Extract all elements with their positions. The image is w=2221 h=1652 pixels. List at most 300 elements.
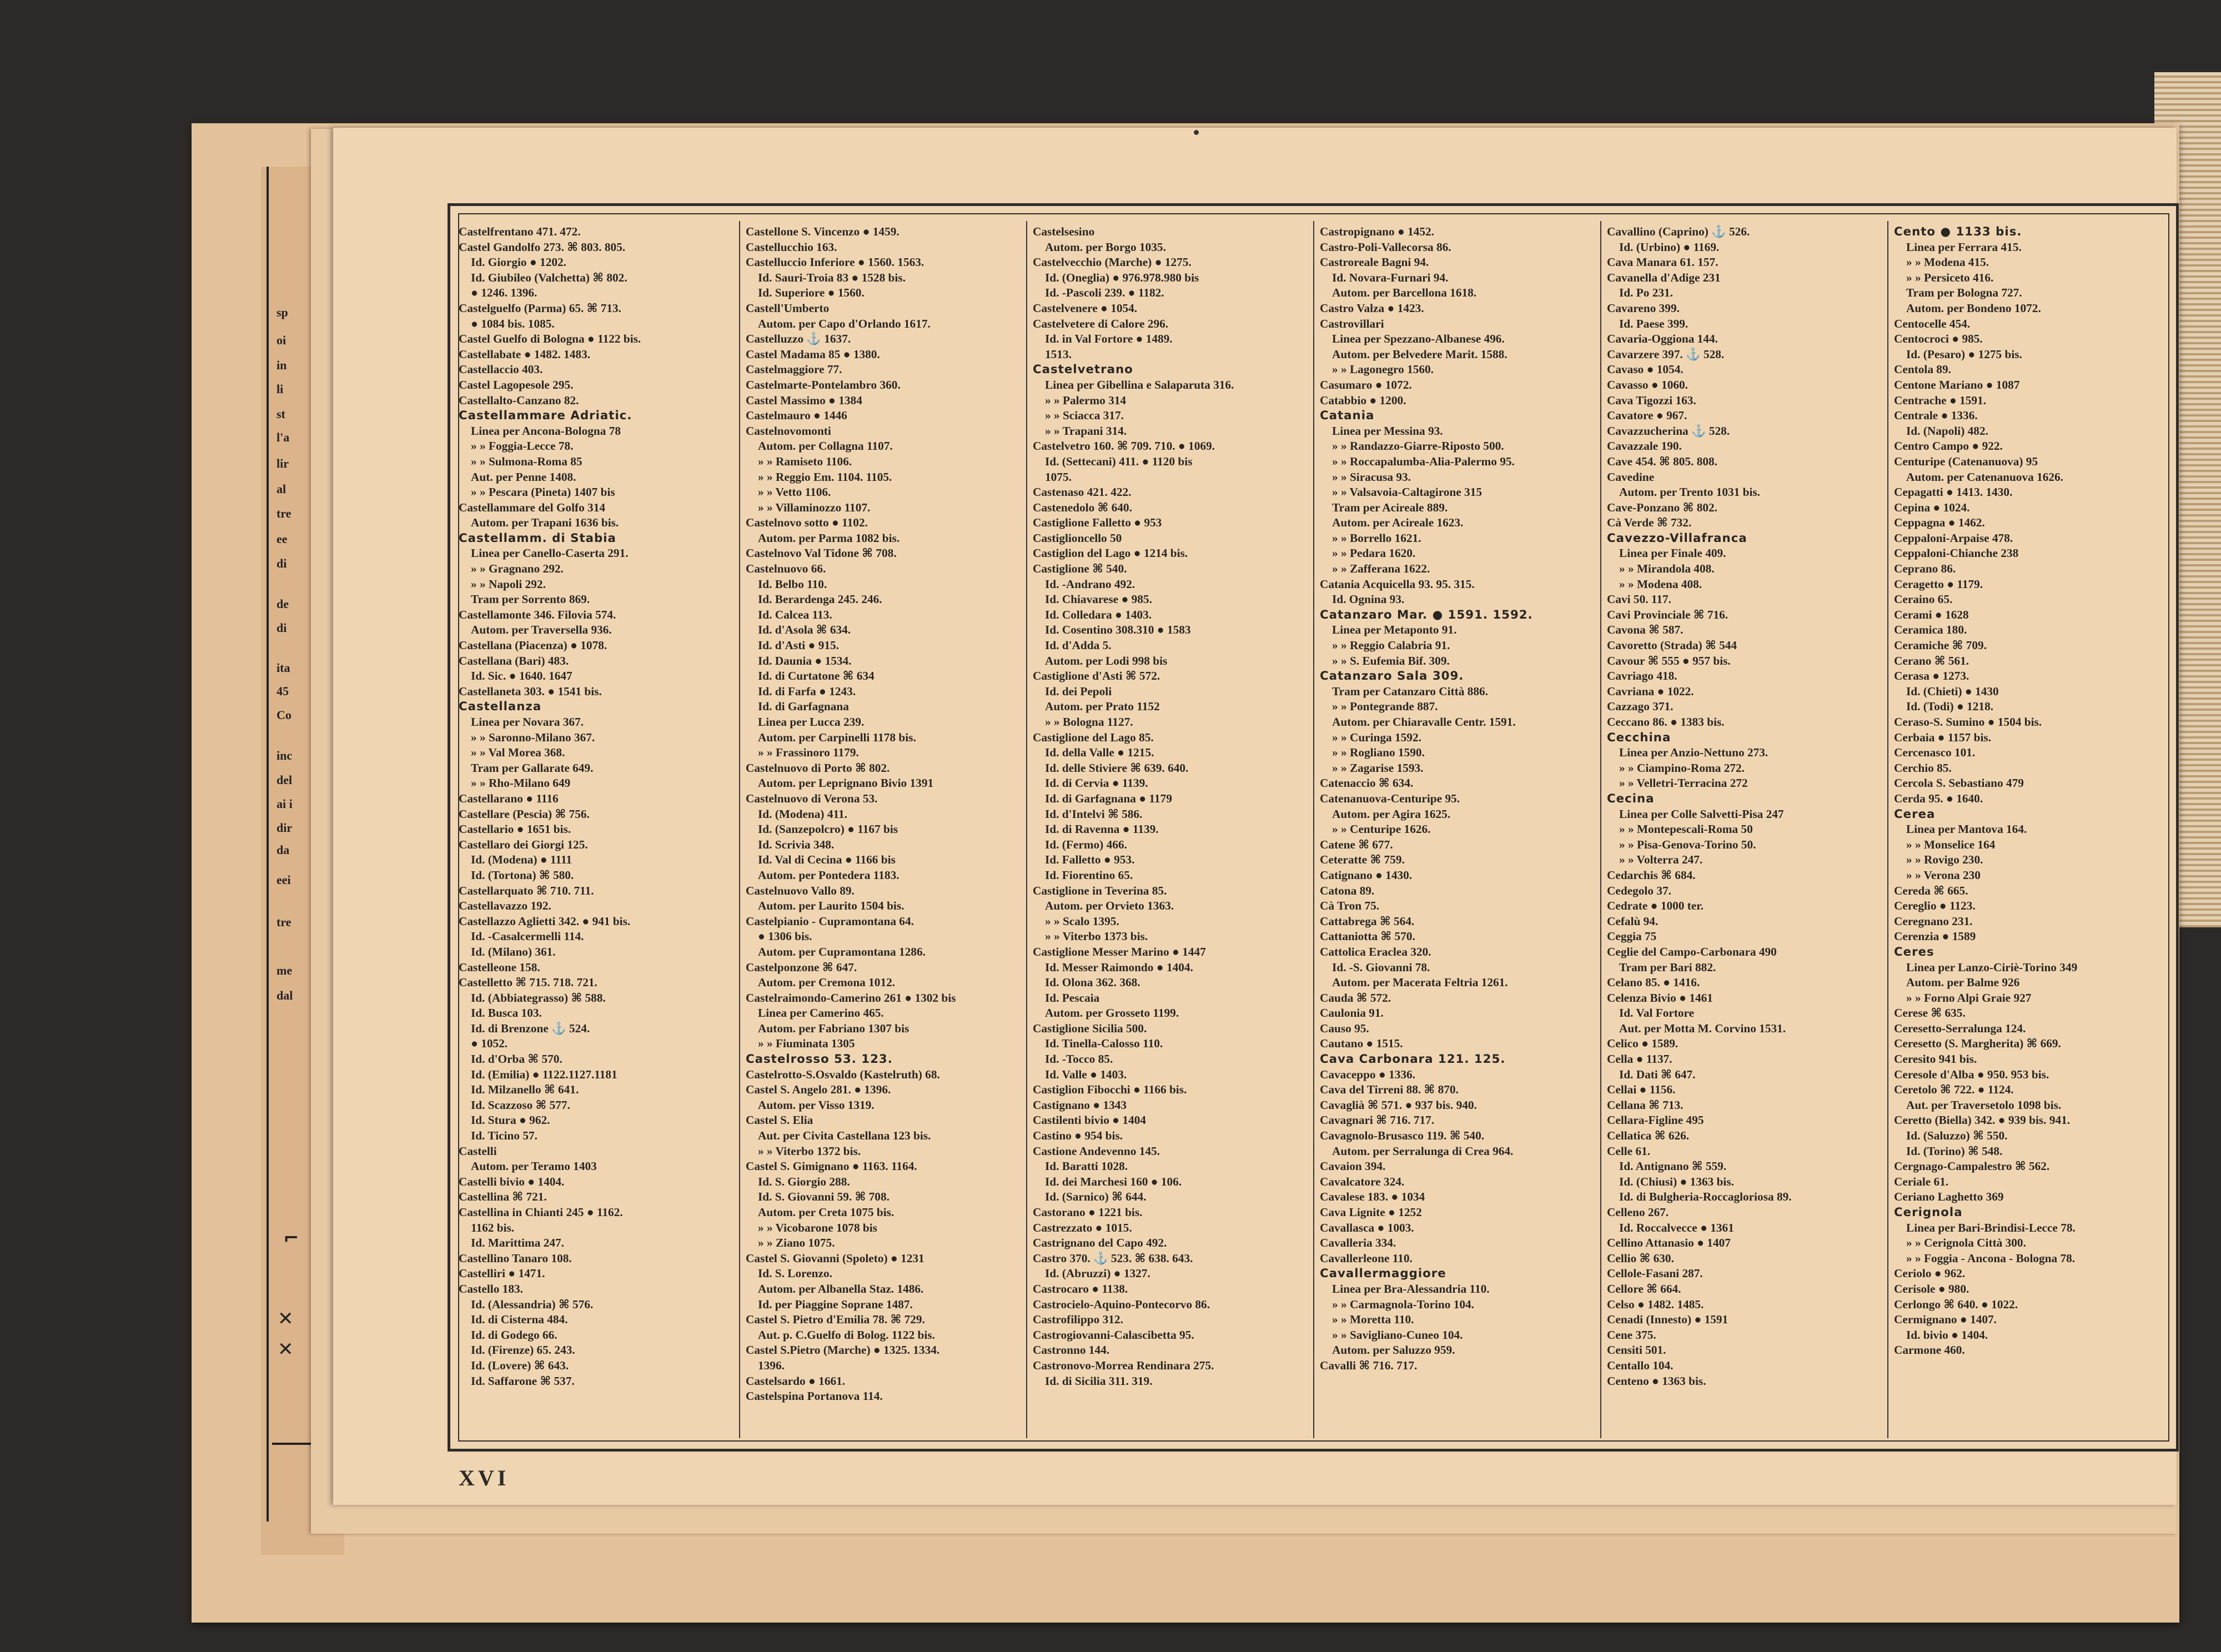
index-entry: Cerenzia ● 1589 — [1894, 930, 1976, 943]
index-entry: Castelnuovo di Verona 53. — [746, 791, 878, 805]
index-entry: Cavriana ● 1022. — [1607, 684, 1694, 698]
previous-page-fragment: tre — [277, 506, 292, 520]
index-entry: Castronovo-Morrea Rendinara 275. — [1033, 1358, 1214, 1372]
index-entry: Castiglioncello 50 — [1033, 531, 1122, 545]
index-entry: Id. (Settecani) 411. ● 1120 bis — [1045, 454, 1193, 468]
index-entry: Id. (Alessandria) ⌘ 576. — [471, 1297, 594, 1311]
index-heading: Cavezzo-Villafranca — [1607, 531, 1747, 545]
index-entry: Castellavazzo 192. — [459, 899, 551, 913]
index-entry: Castronno 144. — [1033, 1343, 1110, 1357]
index-entry: Id. Dati ⌘ 647. — [1619, 1067, 1696, 1081]
index-entry: Autom. per Agira 1625. — [1332, 807, 1451, 821]
index-entry: Linea per Finale 409. — [1619, 546, 1726, 560]
index-entry: Castiglione Sicilia 500. — [1033, 1021, 1147, 1035]
index-heading: Castellammare Adriatic. — [459, 409, 632, 423]
index-entry: Cerchio 85. — [1894, 761, 1952, 775]
index-entry: Cerda 95. ● 1640. — [1894, 791, 1983, 805]
index-entry: » » Carmagnola-Torino 104. — [1332, 1297, 1474, 1311]
previous-page-rule — [267, 167, 269, 1522]
index-entry: Id. della Valle ● 1215. — [1045, 746, 1154, 760]
index-entry: Castiglion del Lago ● 1214 bis. — [1033, 546, 1188, 560]
index-entry: Id. (Chieti) ● 1430 — [1906, 684, 1999, 698]
index-heading: Cava Carbonara 121. 125. — [1320, 1052, 1506, 1067]
index-entry: Autom. per Catenanuova 1626. — [1906, 470, 2063, 484]
index-entry: Autom. per Serralunga di Crea 964. — [1332, 1144, 1514, 1158]
previous-page-fragment: ee — [277, 532, 288, 546]
index-entry: Causo 95. — [1320, 1021, 1369, 1035]
index-entry: Autom. per Carpinelli 1178 bis. — [758, 730, 916, 744]
index-entry: Ceppagna ● 1462. — [1894, 516, 1985, 530]
index-entry: Id. Roccalvecce ● 1361 — [1619, 1221, 1734, 1234]
index-entry: Id. (Abbiategrasso) ⌘ 588. — [471, 991, 606, 1005]
previous-page-fragment: inc — [277, 749, 293, 762]
index-entry: Ceriale 61. — [1894, 1174, 1949, 1188]
previous-page-fragment: lir — [277, 456, 289, 470]
index-entry: Castelli bivio ● 1404. — [459, 1174, 565, 1188]
index-entry: Castellana (Piacenza) ● 1078. — [459, 639, 607, 652]
index-entry: Id. Ognina 93. — [1332, 592, 1405, 606]
index-entry: » » Trapani 314. — [1045, 424, 1127, 438]
index-entry: 1513. — [1045, 347, 1072, 361]
index-entry: Castelnovo Val Tidone ⌘ 708. — [746, 546, 897, 560]
index-entry: Centeno ● 1363 bis. — [1607, 1374, 1706, 1388]
index-entry: Cella ● 1137. — [1607, 1052, 1672, 1066]
index-entry: Castel S. Elia — [746, 1113, 813, 1127]
index-entry: Castiglione del Lago 85. — [1033, 730, 1154, 744]
index-entry: Id. (Chiusi) ● 1363 bis. — [1619, 1174, 1734, 1188]
index-entry: Linea per Colle Salvetti-Pisa 247 — [1619, 807, 1784, 821]
index-entry: » » Siracusa 93. — [1332, 470, 1411, 484]
previous-page-fragment: del — [277, 773, 293, 787]
index-entry: » » Zagarise 1593. — [1332, 761, 1424, 775]
index-entry: Aut. per Motta M. Corvino 1531. — [1619, 1021, 1786, 1035]
index-entry: Castellazzo Aglietti 342. ● 941 bis. — [459, 914, 631, 928]
index-entry: Cavagnari ⌘ 716. 717. — [1320, 1113, 1435, 1127]
index-entry: » » Savigliano-Cuneo 104. — [1332, 1328, 1463, 1342]
index-entry: Id. Tinella-Calosso 110. — [1045, 1037, 1163, 1051]
index-entry: Castropignano ● 1452. — [1320, 225, 1434, 238]
index-entry: » » Velletri-Terracina 272 — [1619, 776, 1748, 790]
index-entry: Castenaso 421. 422. — [1033, 485, 1132, 499]
index-entry: Castelspina Portanova 114. — [746, 1389, 883, 1403]
page-number: XVI — [459, 1465, 510, 1490]
index-entry: Cave 454. ⌘ 805. 808. — [1607, 454, 1717, 468]
index-heading: Castellamm. di Stabia — [459, 531, 616, 545]
index-entry: » » Val Morea 368. — [471, 746, 565, 760]
index-entry: Cava del Tirreni 88. ⌘ 870. — [1320, 1083, 1459, 1097]
index-entry: Autom. per Collagna 1107. — [758, 439, 893, 453]
index-entry: Ceretto (Biella) 342. ● 939 bis. 941. — [1894, 1113, 2071, 1127]
index-entry: Id. Val Fortore — [1619, 1006, 1695, 1020]
index-entry: Castelrotto-S.Osvaldo (Kastelruth) 68. — [746, 1067, 940, 1081]
previous-page-fragment: di — [277, 621, 287, 635]
index-column-6 — [1894, 224, 2172, 1440]
index-entry: Castelmaggiore 77. — [746, 363, 842, 376]
index-entry: Id. (Todi) ● 1218. — [1906, 700, 1994, 714]
index-entry: Cellino Attanasio ● 1407 — [1607, 1236, 1731, 1250]
index-entry: Castelfrentano 471. 472. — [459, 225, 581, 238]
index-entry: Autom. per Saluzzo 959. — [1332, 1343, 1455, 1357]
index-entry: Id. (Lovere) ⌘ 643. — [471, 1358, 569, 1372]
column-separator — [1313, 221, 1314, 1438]
index-entry: Castignano ● 1343 — [1033, 1098, 1127, 1112]
index-entry: Id. (Oneglia) ● 976.978.980 bis — [1045, 270, 1199, 284]
index-entry: Ceresole d'Alba ● 950. 953 bis. — [1894, 1067, 2049, 1081]
column-separator — [1026, 221, 1027, 1438]
index-entry: Cava Manara 61. 157. — [1607, 255, 1718, 269]
index-entry: Castelvecchio (Marche) ● 1275. — [1033, 255, 1192, 269]
index-entry: Aut. per Civita Castellana 123 bis. — [758, 1129, 931, 1143]
index-entry: Id. Calcea 113. — [758, 607, 832, 621]
previous-page-fragment: eei — [277, 873, 291, 887]
index-entry: Autom. per Pontedera 1183. — [758, 868, 900, 882]
index-entry: Cazzago 371. — [1607, 700, 1674, 714]
index-entry: Castel Massimo ● 1384 — [746, 393, 862, 407]
index-heading: Cento ● 1133 bis. — [1894, 225, 2022, 239]
index-entry: Id. -Pascoli 239. ● 1182. — [1045, 286, 1164, 300]
index-entry: Cene 375. — [1607, 1328, 1656, 1342]
index-entry: Castellamonte 346. Filovia 574. — [459, 607, 616, 621]
column-separator — [1887, 221, 1888, 1438]
index-entry: Linea per Gibellina e Salaparuta 316. — [1045, 378, 1234, 391]
index-entry: Cavazzucherina ⚓ 528. — [1607, 424, 1730, 438]
index-entry: Castelpianio - Cupramontana 64. — [746, 914, 914, 928]
index-entry: Autom. per Fabriano 1307 bis — [758, 1021, 909, 1035]
index-entry: Autom. per Grosseto 1199. — [1045, 1006, 1179, 1020]
index-entry: Id. Falletto ● 953. — [1045, 853, 1135, 867]
index-entry: Linea per Lucca 239. — [758, 715, 865, 729]
index-entry: Castroreale Bagni 94. — [1320, 255, 1429, 269]
index-entry: » » Zafferana 1622. — [1332, 562, 1430, 576]
index-entry: Cave-Ponzano ⌘ 802. — [1607, 500, 1717, 514]
index-entry: Castelleone 158. — [459, 960, 540, 974]
index-entry: Castel Guelfo di Bologna ● 1122 bis. — [459, 332, 641, 346]
index-entry: Id. Scrivia 348. — [758, 837, 835, 851]
index-entry: Id. Busca 103. — [471, 1006, 542, 1020]
index-entry: Castelmarte-Pontelambro 360. — [746, 378, 901, 391]
index-entry: » » Foggia-Lecce 78. — [471, 439, 574, 453]
index-heading: Catania — [1320, 409, 1375, 423]
index-entry: Castelguelfo (Parma) 65. ⌘ 713. — [459, 301, 622, 315]
index-entry: Id. -Andrano 492. — [1045, 577, 1135, 591]
index-entry: Centrache ● 1591. — [1894, 393, 1987, 407]
index-entry: Cereda ⌘ 665. — [1894, 883, 1968, 897]
index-heading: Ceres — [1894, 945, 1934, 959]
index-entry: Castrocaro ● 1138. — [1033, 1282, 1128, 1296]
index-entry: Id. di Sicilia 311. 319. — [1045, 1374, 1153, 1388]
index-entry: Id. Stura ● 962. — [471, 1113, 550, 1127]
index-entry: Castellarano ● 1116 — [459, 791, 559, 805]
previous-page-fragment: in — [277, 358, 287, 372]
index-entry: 1162 bis. — [471, 1221, 515, 1234]
index-entry: Id. (Tortona) ⌘ 580. — [471, 868, 574, 882]
previous-page-fragment: l'a — [277, 430, 290, 444]
index-entry: Cereglio ● 1123. — [1894, 899, 1976, 913]
index-entry: Id. Chiavarese ● 985. — [1045, 592, 1152, 606]
index-entry: Castro 370. ⚓ 523. ⌘ 638. 643. — [1033, 1251, 1193, 1265]
index-entry: Celleno 267. — [1607, 1206, 1669, 1219]
cross-symbol-icon-2: ✕ — [278, 1338, 294, 1360]
index-entry: Catene ⌘ 677. — [1320, 837, 1393, 851]
index-entry: Autom. per Trapani 1636 bis. — [471, 516, 619, 530]
index-entry: Id. d'Asola ⌘ 634. — [758, 623, 851, 637]
index-entry: Autom. per Prato 1152 — [1045, 700, 1160, 714]
index-entry: Celico ● 1589. — [1607, 1037, 1679, 1051]
index-entry: Id. d'Asti ● 915. — [758, 639, 840, 652]
index-entry: Id. -S. Giovanni 78. — [1332, 960, 1430, 974]
index-entry: Cavona ⌘ 587. — [1607, 623, 1684, 637]
index-entry: Cava Lignite ● 1252 — [1320, 1206, 1422, 1219]
index-entry: Id. Po 231. — [1619, 286, 1674, 300]
index-entry: Castellaccio 403. — [459, 363, 543, 376]
index-entry: Autom. per Belvedere Marit. 1588. — [1332, 347, 1508, 361]
index-entry: Id. in Val Fortore ● 1489. — [1045, 332, 1173, 346]
index-entry: Aut. per Penne 1408. — [471, 470, 576, 484]
index-entry: Centuripe (Catenanuova) 95 — [1894, 454, 2038, 468]
index-entry: Autom. per Macerata Feltria 1261. — [1332, 976, 1508, 990]
index-entry: Cavour ⌘ 555 ● 957 bis. — [1607, 654, 1731, 667]
index-column-2 — [746, 224, 1023, 1440]
index-entry: Castorano ● 1221 bis. — [1033, 1206, 1143, 1219]
index-heading: Cecina — [1607, 791, 1655, 806]
index-entry: Cavareno 399. — [1607, 301, 1680, 315]
index-entry: Id. di Farfa ● 1243. — [758, 684, 856, 698]
index-entry: Cavarzere 397. ⚓ 528. — [1607, 347, 1725, 361]
index-entry: Id. -Casalcermelli 114. — [471, 930, 584, 943]
index-entry: Linea per Ferrara 415. — [1906, 240, 2022, 254]
index-entry: Centola 89. — [1894, 363, 1951, 376]
index-entry: Cefalù 94. — [1607, 914, 1659, 928]
index-entry: Cepagatti ● 1413. 1430. — [1894, 485, 2013, 499]
index-entry: Linea per Anzio-Nettuno 273. — [1619, 746, 1768, 760]
index-entry: Cercenasco 101. — [1894, 746, 1976, 760]
index-entry: Cavedine — [1607, 470, 1655, 484]
index-entry: Autom. per Cupramontana 1286. — [758, 945, 926, 958]
index-entry: Castiglione Messer Marino ● 1447 — [1033, 945, 1206, 958]
index-entry: Tram per Sorrento 869. — [471, 592, 590, 606]
index-entry: Cà Tron 75. — [1320, 899, 1380, 913]
index-entry: » » Sulmona-Roma 85 — [471, 454, 582, 468]
index-entry: » » Ramiseto 1106. — [758, 454, 852, 468]
index-entry: ● 1306 bis. — [758, 930, 812, 943]
index-entry: Castellario ● 1651 bis. — [459, 822, 571, 836]
index-entry: » » Rho-Milano 649 — [471, 776, 571, 790]
index-column-4 — [1320, 224, 1597, 1440]
index-entry: » » Ciampino-Roma 272. — [1619, 761, 1745, 775]
index-entry: Castellarquato ⌘ 710. 711. — [459, 883, 594, 897]
index-entry: Caulonia 91. — [1320, 1006, 1384, 1020]
index-entry: Id. Milzanello ⌘ 641. — [471, 1083, 579, 1097]
index-entry: Cedarchis ⌘ 684. — [1607, 868, 1696, 882]
index-entry: Id. d'Adda 5. — [1045, 639, 1112, 652]
index-entry: Linea per Ancona-Bologna 78 — [471, 424, 621, 438]
index-entry: Linea per Canello-Caserta 291. — [471, 546, 629, 560]
index-entry: Id. di Godego 66. — [471, 1328, 557, 1342]
index-entry: Linea per Metaponto 91. — [1332, 623, 1457, 637]
index-entry: Id. Belbo 110. — [758, 577, 827, 591]
index-entry: » » Bologna 1127. — [1045, 715, 1133, 729]
index-entry: Castelnuovo 66. — [746, 562, 826, 576]
previous-page-fragment: dal — [277, 988, 293, 1002]
index-entry: Cauda ⌘ 572. — [1320, 991, 1391, 1005]
index-entry: Censiti 501. — [1607, 1343, 1666, 1357]
index-entry: Ceprano 86. — [1894, 562, 1956, 576]
index-entry: Id. Superiore ● 1560. — [758, 286, 865, 300]
index-entry: Autom. per Traversella 936. — [471, 623, 612, 637]
index-entry: Id. dei Marchesi 160 ● 106. — [1045, 1174, 1182, 1188]
index-entry: Castellucchio 163. — [746, 240, 837, 254]
index-entry: Linea per Bra-Alessandria 110. — [1332, 1282, 1490, 1296]
index-entry: Cedegolo 37. — [1607, 883, 1671, 897]
index-entry: Id. Sic. ● 1640. 1647 — [471, 669, 572, 683]
index-entry: » » Pisa-Genova-Torino 50. — [1619, 837, 1756, 851]
index-entry: Castel Gandolfo 273. ⌘ 803. 805. — [459, 240, 626, 254]
previous-page-fragment: Co — [277, 708, 292, 722]
index-entry: Autom. per Balme 926 — [1906, 976, 2020, 990]
index-entry: Id. (Saluzzo) ⌘ 550. — [1906, 1129, 2008, 1143]
index-entry: Cavallasca ● 1003. — [1320, 1221, 1414, 1234]
index-entry: Cavallerleone 110. — [1320, 1251, 1413, 1265]
index-entry: Id. di Garfagnana ● 1179 — [1045, 791, 1172, 805]
index-entry: Castelluccio Inferiore ● 1560. 1563. — [746, 255, 924, 269]
index-entry: ● 1084 bis. 1085. — [471, 317, 555, 330]
index-entry: Castione Andevenno 145. — [1033, 1144, 1160, 1158]
index-entry: Castellare (Pescia) ⌘ 756. — [459, 807, 590, 821]
index-entry: Id. (Napoli) 482. — [1906, 424, 1988, 438]
previous-page-fragment: ai i — [277, 797, 293, 811]
index-entry: Cedrate ● 1000 ter. — [1607, 899, 1704, 913]
index-entry: Catignano ● 1430. — [1320, 868, 1413, 882]
index-entry: Cavagnolo-Brusasco 119. ⌘ 540. — [1320, 1129, 1485, 1143]
index-entry: Castel S. Gimignano ● 1163. 1164. — [746, 1159, 917, 1173]
index-entry: Tram per Gallarate 649. — [471, 761, 594, 775]
index-entry: Autom. per Barcellona 1618. — [1332, 286, 1477, 300]
index-entry: Ceresito 941 bis. — [1894, 1052, 1977, 1066]
index-entry: Id. (Torino) ⌘ 548. — [1906, 1144, 2003, 1158]
index-entry: Autom. per Bondeno 1072. — [1906, 301, 2041, 315]
index-entry: Castel S. Angelo 281. ● 1396. — [746, 1083, 891, 1097]
index-entry: Id. Daunia ● 1534. — [758, 654, 852, 667]
index-entry: Castino ● 954 bis. — [1033, 1129, 1123, 1143]
index-entry: Autom. per Acireale 1623. — [1332, 516, 1464, 530]
index-entry: Ceggia 75 — [1607, 930, 1657, 943]
index-entry: Id. (Urbino) ● 1169. — [1619, 240, 1720, 254]
cross-symbol-icon: ✕ — [278, 1308, 294, 1330]
index-entry: Tram per Acireale 889. — [1332, 500, 1448, 514]
index-entry: Castel S. Giovanni (Spoleto) ● 1231 — [746, 1251, 924, 1265]
index-entry: Aut. per Traversetolo 1098 bis. — [1906, 1098, 2062, 1112]
index-entry: Ceglie del Campo-Carbonara 490 — [1607, 945, 1777, 958]
index-entry: Ceramica 180. — [1894, 623, 1967, 637]
index-entry: Id. bivio ● 1404. — [1906, 1328, 1988, 1342]
index-entry: Castellabate ● 1482. 1483. — [459, 347, 591, 361]
index-entry: Id. di Ravenna ● 1139. — [1045, 822, 1159, 836]
index-entry: Id. per Piaggine Soprane 1487. — [758, 1297, 913, 1311]
index-entry: » » Rogliano 1590. — [1332, 746, 1425, 760]
index-entry: Castelnovo sotto ● 1102. — [746, 516, 868, 530]
index-entry: 1396. — [758, 1358, 785, 1372]
index-entry: » » Vicobarone 1078 bis — [758, 1221, 877, 1234]
index-entry: Id. Messer Raimondo ● 1404. — [1045, 960, 1193, 974]
index-entry: Autom. per Parma 1082 bis. — [758, 531, 900, 545]
index-entry: Cermignano ● 1407. — [1894, 1313, 1997, 1327]
index-entry: Castenedolo ⌘ 640. — [1033, 500, 1132, 514]
index-entry: » » Ziano 1075. — [758, 1236, 835, 1250]
index-entry: Castrogiovanni-Calascibetta 95. — [1033, 1328, 1194, 1342]
index-entry: Castrocielo-Aquino-Pontecorvo 86. — [1033, 1297, 1210, 1311]
index-entry: Autom. per Teramo 1403 — [471, 1159, 597, 1173]
index-entry: Id. Valle ● 1403. — [1045, 1067, 1127, 1081]
index-entry: » » Villaminozzo 1107. — [758, 500, 871, 514]
index-entry: Autom. per Lodi 998 bis — [1045, 654, 1168, 667]
index-entry: Id. Marittima 247. — [471, 1236, 564, 1250]
index-entry: Id. Val di Cecina ● 1166 bis — [758, 853, 896, 867]
index-entry: Cavaceppo ● 1336. — [1320, 1067, 1415, 1081]
index-entry: Castelvetro 160. ⌘ 709. 710. ● 1069. — [1033, 439, 1215, 453]
index-entry: Linea per Messina 93. — [1332, 424, 1443, 438]
index-entry: Id. Giorgio ● 1202. — [471, 255, 567, 269]
previous-page-fragment: tre — [277, 915, 292, 929]
index-entry: Cavoretto (Strada) ⌘ 544 — [1607, 639, 1737, 652]
index-entry: Linea per Camerino 465. — [758, 1006, 884, 1020]
index-entry: » » Roccapalumba-Alia-Palermo 95. — [1332, 454, 1515, 468]
index-heading: Castelrosso 53. 123. — [746, 1052, 893, 1067]
index-entry: Cattolica Eraclea 320. — [1320, 945, 1431, 958]
index-entry: » » Reggio Calabria 91. — [1332, 639, 1450, 652]
index-entry: Id. d'Intelvi ⌘ 586. — [1045, 807, 1143, 821]
index-heading: Castelvetrano — [1033, 363, 1133, 377]
previous-page-fragment: ita — [277, 661, 290, 675]
index-entry: Cavaso ● 1054. — [1607, 363, 1684, 376]
index-entry: Castello 183. — [459, 1282, 523, 1296]
index-entry: Id. S. Giorgio 288. — [758, 1174, 850, 1188]
index-entry: Linea per Lanzo-Ciriè-Torino 349 — [1906, 960, 2078, 974]
index-entry: Linea per Mantova 164. — [1906, 822, 2027, 836]
index-entry: Cà Verde ⌘ 732. — [1607, 516, 1692, 530]
index-entry: » » Pescara (Pineta) 1407 bis — [471, 485, 615, 499]
index-entry: Id. Paese 399. — [1619, 317, 1689, 330]
index-entry: » » Vetto 1106. — [758, 485, 831, 499]
index-entry: » » S. Eufemia Bif. 309. — [1332, 654, 1450, 667]
index-entry: Castrignano del Capo 492. — [1033, 1236, 1167, 1250]
index-entry: Id. di Garfagnana — [758, 700, 849, 714]
index-entry: Ceriolo ● 962. — [1894, 1267, 1966, 1281]
previous-page-fragment: li — [277, 382, 284, 396]
index-entry: Id. Colledara ● 1403. — [1045, 607, 1152, 621]
index-entry: Ceriano Laghetto 369 — [1894, 1190, 2004, 1204]
index-entry: Aut. p. C.Guelfo di Bolog. 1122 bis. — [758, 1328, 935, 1342]
index-entry: Id. Berardenga 245. 246. — [758, 592, 882, 606]
index-entry: » » Moretta 110. — [1332, 1313, 1414, 1327]
index-entry: Centro Campo ● 922. — [1894, 439, 2003, 453]
index-entry: Castelmauro ● 1446 — [746, 409, 847, 423]
index-entry: Id. di Cisterna 484. — [471, 1313, 568, 1327]
previous-page-fragment: 45 — [277, 684, 289, 698]
index-entry: Cavazzale 190. — [1607, 439, 1682, 453]
index-entry: Castellino Tanaro 108. — [459, 1251, 572, 1265]
index-entry: Cavallino (Caprino) ⚓ 526. — [1607, 225, 1750, 238]
index-heading: Cecchina — [1607, 730, 1671, 745]
index-entry: Cavalli ⌘ 716. 717. — [1320, 1358, 1418, 1372]
index-entry: » » Viterbo 1373 bis. — [1045, 930, 1148, 943]
index-entry: Cerami ● 1628 — [1894, 607, 1969, 621]
index-heading: Cavallermaggiore — [1320, 1267, 1446, 1281]
index-entry: Celano 85. ● 1416. — [1607, 976, 1700, 990]
index-entry: Id. di Brenzone ⚓ 524. — [471, 1021, 590, 1035]
index-entry: » » Verona 230 — [1906, 868, 1981, 882]
index-entry: Cavaion 394. — [1320, 1159, 1386, 1173]
index-entry: Cergnago-Campalestro ⌘ 562. — [1894, 1159, 2050, 1173]
